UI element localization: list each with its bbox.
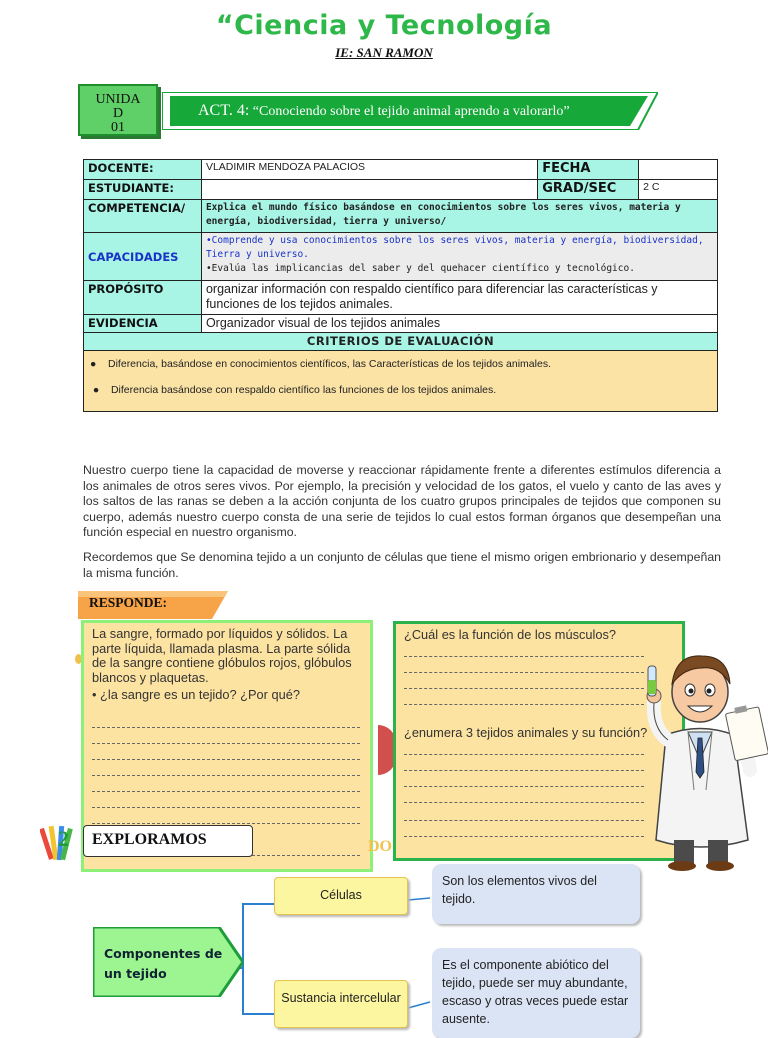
criterios-header: CRITERIOS DE EVALUACIÓN [84,333,718,351]
answer-line[interactable] [404,672,644,673]
criterio-item [90,355,711,381]
answer-line[interactable] [92,759,360,760]
scientist-illustration [636,640,768,872]
unit-label-line1: UNIDA [95,92,141,107]
criterio-text: Diferencia, basándose en conocimientos científicos, las Características de los tejidos animales. [108,358,551,370]
exploramos-heading: EXPLORAMOS [83,825,253,857]
docente-label: DOCENTE: [84,160,202,180]
bullet: ● [92,384,100,396]
answer-line[interactable] [404,656,644,657]
activity-title [198,102,570,120]
proposito-value: organizar información con respaldo científico para diferenciar las características y funciones de los tejidos animales. [201,281,717,315]
unit-label-line2: D [112,106,124,121]
node-cells-description: Son los elementos vivos del tejido. [432,864,640,924]
evidencia-label: EVIDENCIA [84,315,202,333]
fecha-label: FECHA [538,160,639,180]
answer-line[interactable] [92,791,360,792]
answer-line[interactable] [404,820,644,821]
blood-question: • ¿la sangre es un tejido? ¿Por qué? [92,687,300,702]
activity-name: “Conociendo sobre el tejido animal aprendo a valorarlo” [249,104,570,119]
proposito-label: PROPÓSITO [84,281,202,315]
fecha-value[interactable] [639,160,718,180]
docente-value: VLADIMIR MENDOZA PALACIOS [201,160,537,180]
node-intercellular-description: Es el componente abiótico del tejido, puede ser muy abundante, escaso y otras veces puede estar ausente. [432,948,640,1038]
answer-line[interactable] [404,770,644,771]
estudiante-label: ESTUDIANTE: [84,180,202,200]
definition-paragraph: Recordemos que Se denomina tejido a un conjunto de células que tiene el mismo origen embrionario y desempeñan la misma función. [83,550,721,580]
blood-description: La sangre, formado por líquidos y sólidos. La parte líquida, llamada plasma. La parte sólida de la sangre contiene glóbulos rojos, glóbulos blancos y plaquetas. [92,626,352,685]
estudiante-value[interactable] [201,180,537,200]
capacidades-value [201,233,717,281]
activity-prefix: ACT. 4: [198,102,250,119]
page-title: “Ciencia y Tecnología [215,10,553,41]
answer-line[interactable] [92,775,360,776]
answer-line[interactable] [404,802,644,803]
grad-sec-label: GRAD/SEC [538,180,639,200]
competencia-label: COMPETENCIA/ [84,200,202,233]
answer-line[interactable] [404,836,644,837]
answer-line[interactable] [92,727,360,728]
info-table [83,159,718,412]
answer-line[interactable] [92,743,360,744]
intro-paragraph: Nuestro cuerpo tiene la capacidad de moverse y reaccionar rápidamente frente a diferentes estímulos diferencia a los animales de otros seres vivos. Por ejemplo, la precisión y velocidad de los gatos, el vuelo y canto de las aves y los saltos de las ranas se deben a la acción conjunta de los cuatro grupos principales de tejidos que componen su cuerpo, además nuestro cuerpo consta de una serie de tejidos lo cual estos forman órganos que desempeñan una función especial en nuestro organismo. [83,463,721,539]
node-intercellular: Sustancia intercelular [274,980,408,1028]
capacidad-item: •Comprende y usa conocimientos sobre los seres vivos, materia y energía, biodiversidad, Tierra y universo. [205,235,704,260]
criterio-text: Diferencia basándose con respaldo científico las funciones de los tejidos animales. [110,384,497,396]
unit-badge [78,84,158,136]
components-title: Componentes de un tejido [104,946,223,981]
partial-heading-text: DO [368,838,392,855]
criterios-list [84,351,718,412]
school-name: IE: SAN RAMON [335,45,433,60]
node-cells: Células [274,877,408,915]
capacidad-item: •Evalúa las implicancias del saber y del quehacer científico y tecnológico. [205,263,635,274]
section-number: 2 [58,826,69,851]
unit-label-line3: 01 [111,120,125,135]
tissues-question: ¿enumera 3 tejidos animales y su función? [404,725,648,740]
answer-line[interactable] [92,807,360,808]
muscle-question: ¿Cuál es la función de los músculos? [404,627,616,642]
answer-line[interactable] [404,786,644,787]
bullet: ● [90,358,97,370]
answer-line[interactable] [404,754,644,755]
evidencia-value: Organizador visual de los tejidos animales [201,315,717,333]
capacidades-label: CAPACIDADES [84,233,202,281]
competencia-value: Explica el mundo físico basándose en conocimientos sobre los seres vivos, materia y energía, biodiversidad, tierra y universo/ [201,200,717,233]
answer-line[interactable] [404,704,644,705]
answer-line[interactable] [404,688,644,689]
responde-label: RESPONDE: [89,595,168,610]
answer-line[interactable] [92,823,360,824]
grad-sec-value: 2 C [639,180,718,200]
criterio-item [90,381,711,407]
